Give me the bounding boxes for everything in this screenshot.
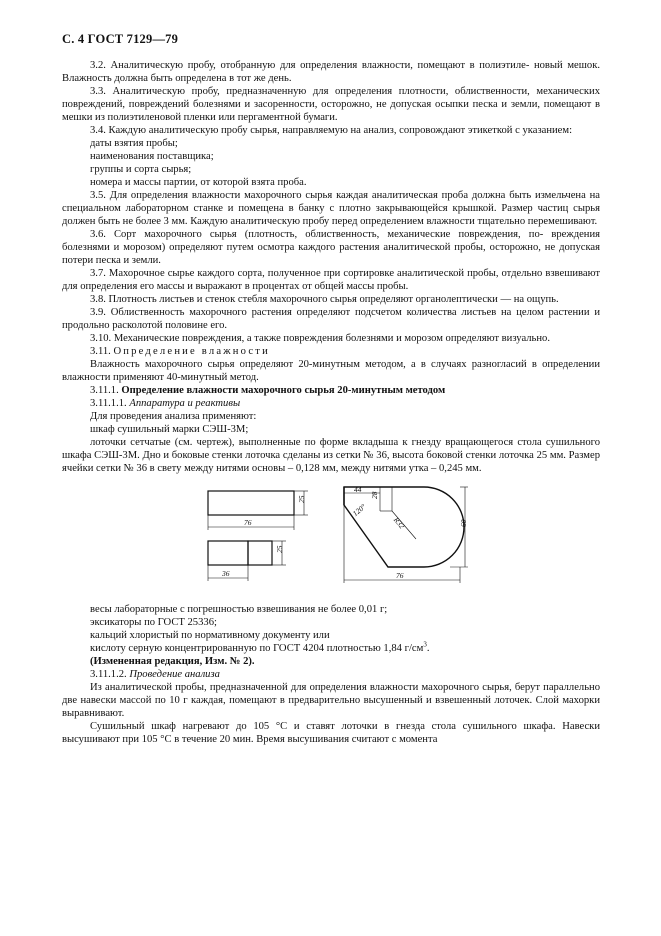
paragraph-3-9: 3.9. Облиственность махорочного растения определяют подсчетом количества листьев на целом растении и продольно расколотой половине его. bbox=[62, 307, 600, 331]
procedure-paragraph: Из аналитической пробы, предназначенной для определения влажности махорочного сырья, берут параллельно две навески массой по 10 г каждая, помещают в предварительно высушенный и взвешенный лоточек. Слой махорки выравнивают. bbox=[62, 682, 600, 719]
tray-drawings bbox=[62, 483, 600, 595]
page-header: С. 4 ГОСТ 7129—79 bbox=[62, 32, 179, 46]
apparatus-item: кальций хлористый по нормативному документу или bbox=[90, 630, 330, 641]
acid-end: . bbox=[426, 643, 430, 654]
section-number: 3.11.1.1. bbox=[90, 398, 127, 409]
section-3-11-1-heading bbox=[62, 384, 600, 397]
revision-note: (Измененная редакция, Изм. № 2). bbox=[90, 656, 255, 667]
section-3-11-1-2-heading bbox=[62, 668, 600, 681]
dim-c-radius: R32 bbox=[391, 515, 407, 531]
label-item: номера и массы партии, от которой взята проба. bbox=[90, 177, 307, 188]
paragraph-3-5: 3.5. Для определения влажности махорочного сырья каждая аналитическая проба должна быть измельчена на специальном лабораторном станке и помещена в банку с плотно закрывающейся крышкой. Размер частиц сырья должен быть не более 3 мм. Каждую аналитическую пробу перед определением влажности тщательно перемешивают. bbox=[62, 190, 600, 227]
paragraph-3-3: 3.3. Аналитическую пробу, предназначенную для определения плотности, облиственности, механических повреждений, повреждений болезнями и засоренности, осторожно, не допуская осыпки песка и земли, помещают в мешки из полиэтиленовой пленки или пергаментной бумаги. bbox=[62, 86, 600, 123]
dim-c-depth: 28 bbox=[370, 491, 379, 499]
acid-superscript: 3 bbox=[423, 640, 427, 649]
dim-c-angle: 120° bbox=[350, 502, 368, 519]
apparatus-item: весы лабораторные с погрешностью взвешивания не более 0,01 г; bbox=[90, 604, 388, 615]
section-3-11-1-1-heading bbox=[62, 397, 600, 410]
label-item: наименования поставщика; bbox=[90, 151, 214, 162]
paragraph-3-8: 3.8. Плотность листьев и стенок стебля махорочного сырья определяют органолептически — на ощупь. bbox=[90, 294, 559, 305]
dim-a-height: 25 bbox=[297, 495, 306, 503]
section-number: 3.11.1.2. bbox=[90, 669, 127, 680]
paragraph-3-11: Влажность махорочного сырья определяют 20-минутным методом, а в случаях разногласий в определении влажности применяют 40-минутный метод. bbox=[62, 359, 600, 383]
apparatus-item: лоточки сетчатые (см. чертеж), выполненные по форме вкладыша к гнезду вращающегося стола сушильного шкафа СЭШ-3М. Дно и боковые стенки лоточка сделаны из сетки № 36, высота боковой стенки лоточка 25 мм. Размер ячейки сетки № 36 в свету между нитями основы – 0,128 мм, между нитями утка – 0,245 мм. bbox=[62, 437, 600, 474]
dim-c-top: 44 bbox=[354, 485, 362, 494]
dim-b-height: 25 bbox=[275, 545, 284, 553]
section-3-11-heading bbox=[62, 345, 600, 358]
paragraph-3-10: 3.10. Механические повреждения, а также повреждения болезнями и морозом определяют визуально. bbox=[90, 333, 550, 344]
paragraph-3-6: 3.6. Сорт махорочного сырья (плотность, облиственность, механические повреждения, по- вреждения болезнями и морозом) определяют путем осмотра каждого растения аналитической пробы, осторожно, не допуская потери песка и земли. bbox=[62, 229, 600, 266]
apparatus-intro: Для проведения анализа применяют: bbox=[90, 411, 257, 422]
tray-plan-drawing bbox=[340, 483, 470, 593]
procedure-paragraph: Сушильный шкаф нагревают до 105 °С и ставят лоточки в гнезда стола сушильного шкафа. Навески высушивают при 105 °С в течение 20 мин. Время высушивания считают с момента bbox=[62, 721, 600, 745]
section-title: Проведение анализа bbox=[129, 669, 220, 680]
paragraph-3-7: 3.7. Махорочное сырье каждого сорта, полученное при сортировке аналитической пробы, отдельно взвешивают для определения его массы и выражают в процентах от общей массы пробы. bbox=[62, 268, 600, 292]
apparatus-item-acid bbox=[62, 642, 600, 655]
acid-text: кислоту серную концентрированную по ГОСТ 4204 плотностью 1,84 г/см bbox=[90, 643, 424, 654]
section-title: Аппаратура и реактивы bbox=[129, 398, 241, 409]
document-page bbox=[62, 32, 600, 746]
paragraph-3-4: 3.4. Каждую аналитическую пробу сырья, направляемую на анализ, сопровождают этикеткой с указанием: bbox=[90, 125, 573, 136]
section-number: 3.11. bbox=[90, 346, 111, 357]
paragraph-3-2: 3.2. Аналитическую пробу, отобранную для определения влажности, помещают в полиэтиле- новый мешок. Влажность должна быть определена в тот же день. bbox=[62, 60, 600, 84]
tray-side-views-drawing bbox=[202, 483, 322, 593]
dim-a-length: 76 bbox=[244, 518, 252, 527]
dim-c-length: 76 bbox=[396, 571, 404, 580]
dim-b-length: 36 bbox=[222, 569, 230, 578]
dim-c-height: 60 bbox=[459, 519, 468, 527]
apparatus-item: шкаф сушильный марки СЭШ-3М; bbox=[90, 424, 249, 435]
section-title: Определение влажности bbox=[113, 346, 271, 357]
label-item: даты взятия пробы; bbox=[90, 138, 178, 149]
section-title: Определение влажности махорочного сырья 20-минутным методом bbox=[121, 385, 446, 396]
section-number: 3.11.1. bbox=[90, 385, 119, 396]
label-item: группы и сорта сырья; bbox=[90, 164, 192, 175]
apparatus-item: эксикаторы по ГОСТ 25336; bbox=[90, 617, 217, 628]
